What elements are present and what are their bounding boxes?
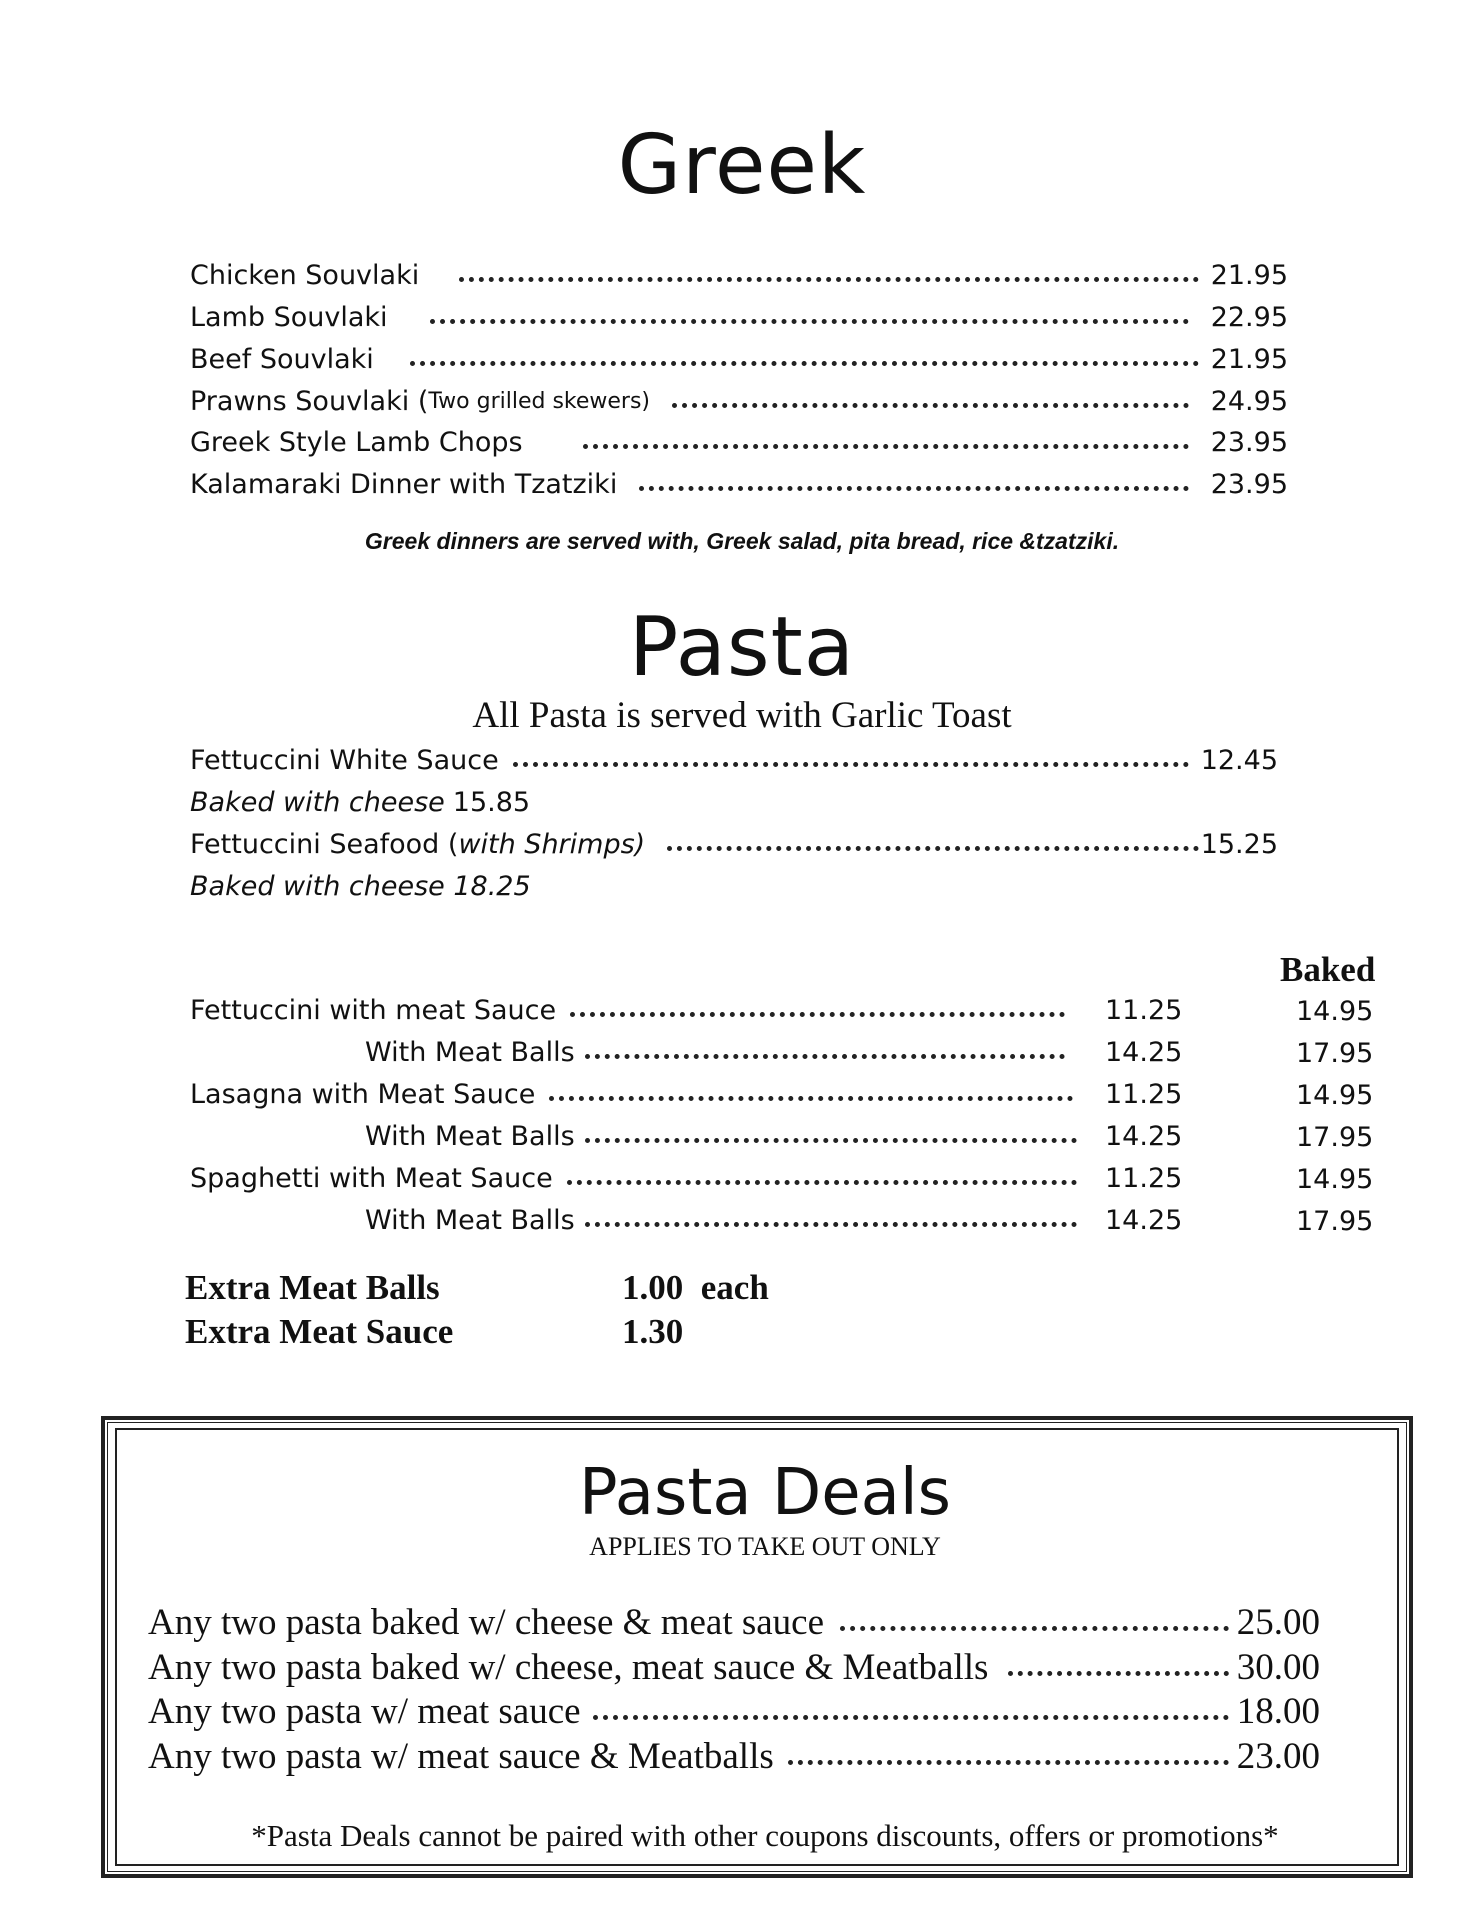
baked-option [190, 784, 530, 820]
item-name: Fettuccini White Sauce [190, 744, 499, 776]
deal-name: Any two pasta baked w/ cheese & meat sauce [148, 1601, 825, 1643]
baked-price: 17.95 [1296, 1122, 1374, 1153]
extra-item-name: Extra Meat Sauce [185, 1312, 454, 1351]
item-price: 21.95 [1210, 259, 1288, 291]
item-name: With Meat Balls [365, 1036, 575, 1068]
item-price: 21.95 [1210, 343, 1288, 375]
item-note: Two grilled skewers) [428, 388, 651, 414]
leader-dots [667, 846, 1199, 851]
deals-title: Pasta Deals [579, 1456, 951, 1530]
deal-item [148, 1689, 1320, 1733]
baked-column-header: Baked [1280, 950, 1376, 989]
leader-dots [583, 444, 1189, 449]
menu-item [365, 1118, 1190, 1154]
menu-item [190, 992, 1190, 1028]
item-price: 14.25 [1105, 1204, 1183, 1236]
leader-dots [570, 1012, 1065, 1017]
deals-disclaimer: *Pasta Deals cannot be paired with other coupons discounts, offers or promotions* [251, 1818, 1279, 1853]
leader-dots [513, 762, 1189, 767]
item-name: Fettuccini with meat Sauce [190, 994, 557, 1026]
leader-dots [585, 1138, 1077, 1143]
greek-title: Greek [617, 118, 867, 213]
item-name: Beef Souvlaki [190, 343, 374, 375]
menu-item [190, 424, 1288, 460]
item-name: Fettuccini Seafood ( [190, 828, 459, 860]
menu-item [190, 826, 1278, 862]
item-name: Spaghetti with Meat Sauce [190, 1162, 553, 1194]
item-name: Kalamaraki Dinner with Tzatziki [190, 468, 618, 500]
leader-dots [593, 1715, 1229, 1720]
menu-item [190, 742, 1278, 778]
pasta-subtitle: All Pasta is served with Garlic Toast [472, 695, 1012, 736]
leader-dots [459, 277, 1198, 282]
item-name: Lamb Souvlaki [190, 301, 388, 333]
baked-price: 17.95 [1296, 1038, 1374, 1069]
extra-item-name: Extra Meat Balls [185, 1268, 440, 1307]
item-price: 14.25 [1105, 1120, 1183, 1152]
baked-price: 14.95 [1296, 1080, 1374, 1111]
menu-item [190, 1076, 1190, 1112]
menu-item [190, 341, 1288, 377]
leader-dots [585, 1054, 1065, 1059]
menu-item [365, 1202, 1190, 1238]
item-name: Chicken Souvlaki [190, 259, 420, 291]
menu-item [190, 257, 1288, 293]
leader-dots [430, 319, 1189, 324]
deal-price: 18.00 [1236, 1690, 1320, 1732]
deal-item [148, 1645, 1320, 1689]
deal-price: 25.00 [1236, 1601, 1320, 1643]
item-name: Greek Style Lamb Chops [190, 426, 523, 458]
leader-dots [672, 403, 1189, 408]
deal-name: Any two pasta w/ meat sauce & Meatballs [148, 1735, 774, 1777]
leader-dots [639, 486, 1188, 491]
deal-price: 30.00 [1236, 1646, 1320, 1688]
item-price: 23.95 [1210, 468, 1288, 500]
deal-name: Any two pasta w/ meat sauce [148, 1690, 581, 1732]
baked-price: 14.95 [1296, 996, 1374, 1027]
item-price: 15.25 [1200, 828, 1278, 860]
menu-item [190, 466, 1288, 502]
item-name: With Meat Balls [365, 1120, 575, 1152]
extra-item-price: 1.00 each [622, 1268, 769, 1307]
baked-price: 15.85 [452, 786, 531, 818]
deal-name: Any two pasta baked w/ cheese, meat sauce & Meatballs [148, 1646, 989, 1688]
item-price: 11.25 [1105, 1078, 1183, 1110]
item-price: 11.25 [1105, 1162, 1183, 1194]
leader-dots [585, 1222, 1077, 1227]
menu-item [190, 1160, 1190, 1196]
item-price: 22.95 [1210, 301, 1288, 333]
item-price: 23.95 [1210, 426, 1288, 458]
baked-price: 17.95 [1296, 1206, 1374, 1237]
deal-item [148, 1600, 1320, 1644]
item-name: With Meat Balls [365, 1204, 575, 1236]
baked-label: Baked with cheese [190, 786, 445, 818]
item-price: 11.25 [1105, 994, 1183, 1026]
item-name: Prawns Souvlaki ( [190, 385, 429, 417]
greek-footnote: Greek dinners are served with, Greek salad, pita bread, rice &tzatziki. [364, 528, 1120, 554]
menu-item [190, 299, 1288, 335]
item-price: 14.25 [1105, 1036, 1183, 1068]
item-price: 24.95 [1210, 385, 1288, 417]
leader-dots [840, 1626, 1229, 1631]
item-name: Lasagna with Meat Sauce [190, 1078, 536, 1110]
deal-price: 23.00 [1236, 1735, 1320, 1777]
baked-price: 14.95 [1296, 1164, 1374, 1195]
pasta-title: Pasta [628, 600, 856, 695]
baked-option: Baked with cheese 18.25 [190, 870, 531, 902]
deal-item [148, 1734, 1320, 1778]
item-price: 12.45 [1200, 744, 1278, 776]
leader-dots [567, 1180, 1077, 1185]
deals-subtitle: APPLIES TO TAKE OUT ONLY [589, 1532, 941, 1561]
leader-dots [1008, 1671, 1228, 1676]
leader-dots [788, 1760, 1229, 1765]
menu-item [190, 383, 1288, 419]
leader-dots [549, 1096, 1073, 1101]
item-note: with Shrimps) [458, 828, 646, 860]
menu-item [365, 1034, 1190, 1070]
extra-item-price: 1.30 [622, 1312, 684, 1351]
leader-dots [410, 361, 1199, 366]
